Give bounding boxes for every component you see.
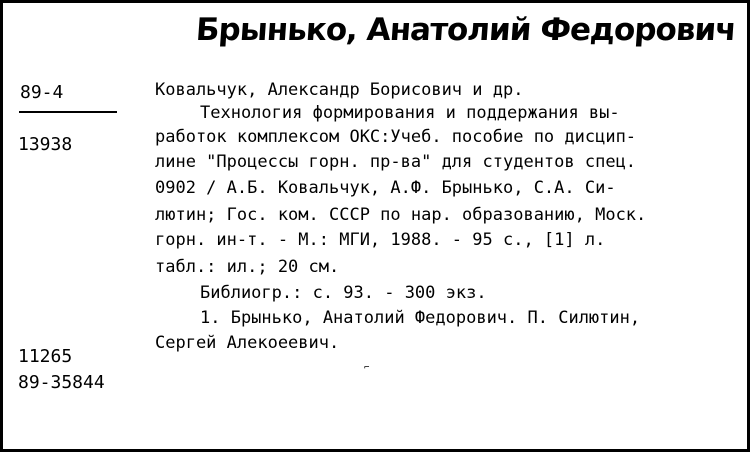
publisher-line-2: горн. ин-т. - М.: МГИ, 1988. - 95 с., [1] л.: [155, 230, 606, 250]
title-line-3: лине "Процессы горн. пр-ва" для студентов спец.: [155, 152, 637, 172]
handwritten-heading: Брынько, Анатолий Федорович: [194, 12, 737, 48]
title-line-2: работок комплексом ОКС:Учеб. пособие по дисцип-: [155, 127, 637, 147]
author-line: Ковальчук, Александр Борисович и др.: [155, 80, 524, 100]
record-number: 11265: [18, 346, 73, 367]
publisher-line-1: лютин; Гос. ком. СССР по нар. образованию, Моск.: [155, 205, 647, 225]
title-line-1: Технология формирования и поддержания вы-: [200, 103, 620, 123]
authors-line: 0902 / А.Б. Ковальчук, А.Ф. Брынько, С.А. Си-: [155, 178, 616, 198]
card-number: 89-35844: [18, 372, 105, 393]
bibliography-note: Библиогр.: с. 93. - 300 экз.: [200, 283, 487, 303]
card-top-border: [0, 0, 750, 3]
code-divider-line: [19, 111, 117, 113]
shelf-code: 89-4: [20, 82, 64, 103]
tracing-line-2: Сергей Алекоеевич.: [155, 333, 340, 353]
physical-description: табл.: ил.; 20 см.: [155, 257, 340, 277]
card-left-border: [0, 0, 3, 452]
inventory-number: 13938: [18, 134, 73, 155]
pen-mark: ⌐: [364, 363, 370, 373]
tracing-line-1: 1. Брынько, Анатолий Федорович. П. Силютин,: [200, 308, 641, 328]
